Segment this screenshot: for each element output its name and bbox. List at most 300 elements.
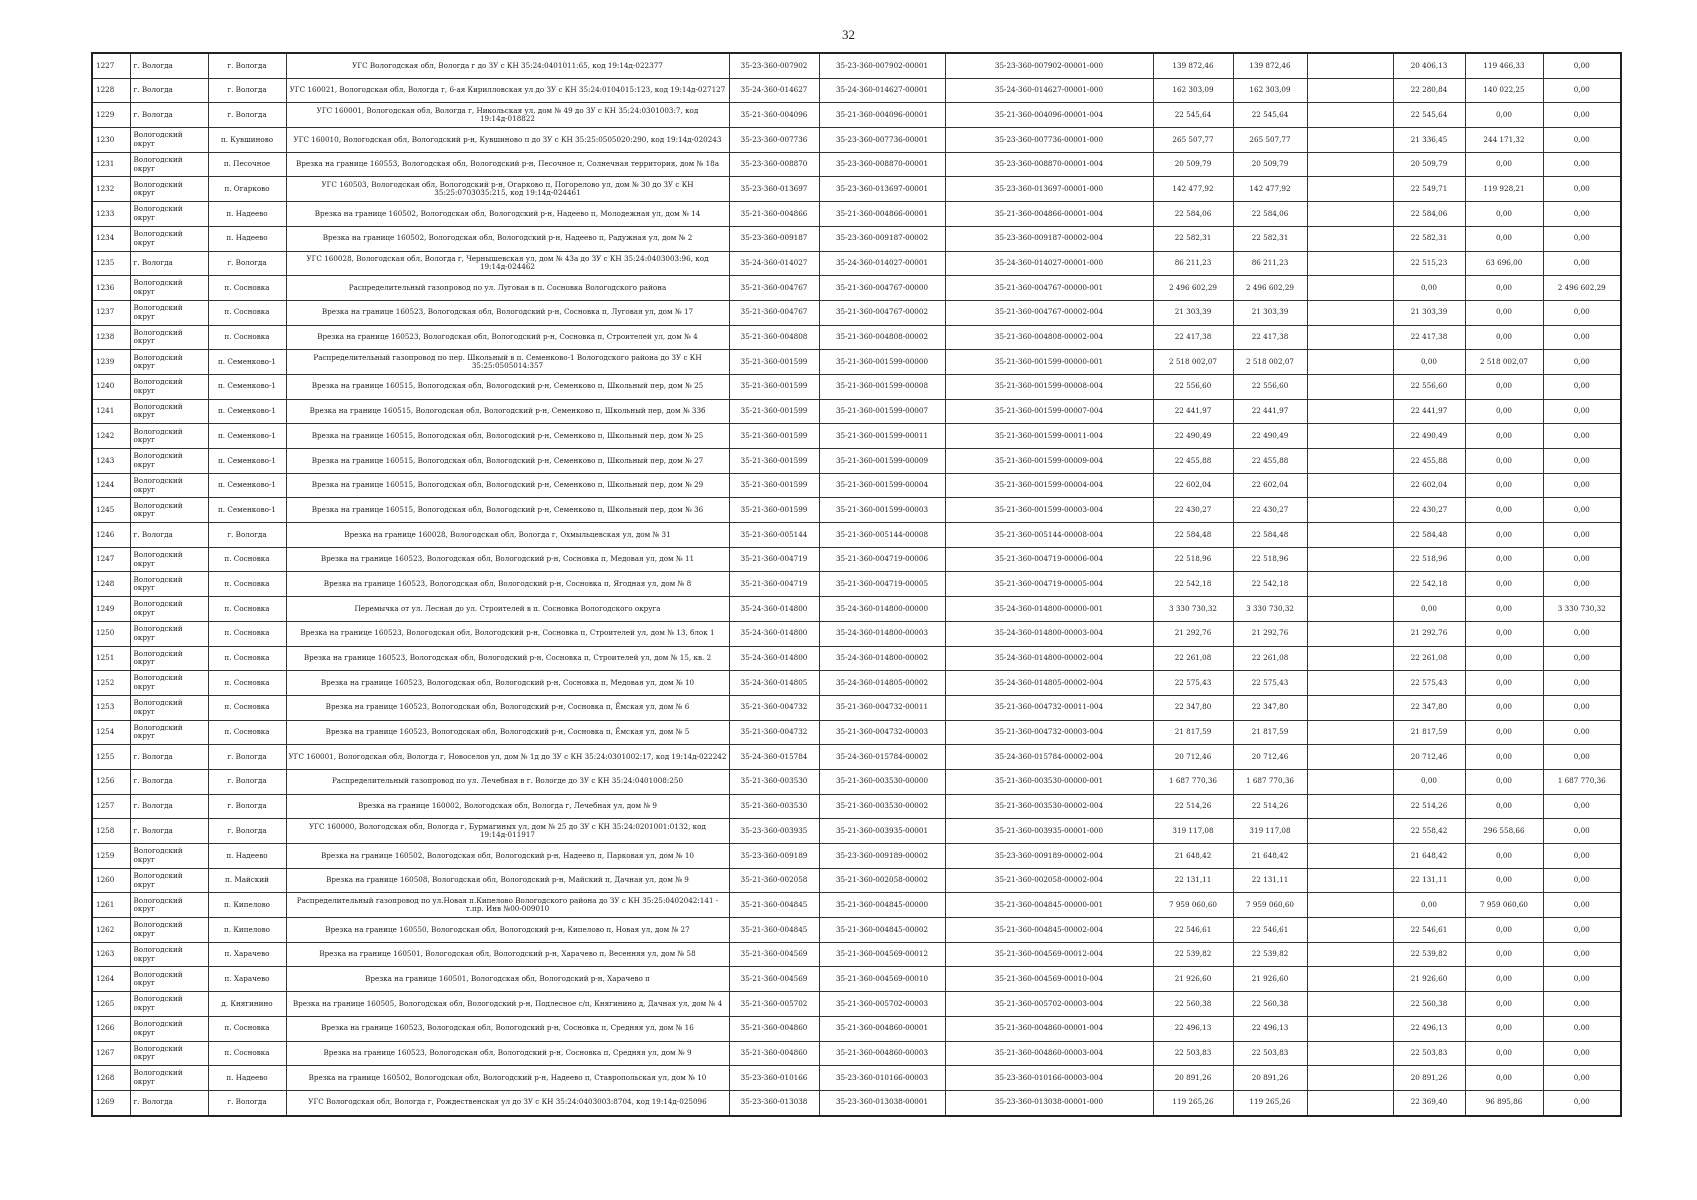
- object-description-cell: УГС 160000, Вологодская обл, Вологда г, Бурмагиных ул, дом № 25 до ЗУ с КН 35:24:0201001:0132, код 19:14д-011917: [286, 819, 729, 844]
- value-total-cell: 22 261,08: [1153, 646, 1233, 671]
- value-cost-cell: 22 545,64: [1233, 103, 1307, 128]
- value-part-a-cell: 0,00: [1393, 769, 1465, 794]
- object-description-cell: Врезка на границе 160515, Вологодская обл, Вологодский р-н, Семенково п, Школьный пер, дом № 25: [286, 374, 729, 399]
- sub-object-code-cell: 35-24-360-015784-00002: [819, 745, 945, 770]
- locality-cell: д. Княгинино: [208, 992, 286, 1017]
- sub-object-code-cell: 35-21-360-001599-00000: [819, 350, 945, 375]
- full-object-code-cell: 35-21-360-004732-00011-004: [945, 695, 1153, 720]
- value-part-b-cell: 0,00: [1465, 1066, 1543, 1091]
- value-part-a-cell: 21 292,76: [1393, 621, 1465, 646]
- table-row: [92, 103, 1621, 128]
- object-code-cell: 35-21-360-005702: [729, 992, 819, 1017]
- object-code-cell: 35-21-360-001599: [729, 350, 819, 375]
- value-part-b-cell: 0,00: [1465, 597, 1543, 622]
- locality-cell: п. Семенково-1: [208, 473, 286, 498]
- object-description-cell: Врезка на границе 160523, Вологодская обл, Вологодский р-н, Сосновка п, Луговая ул, дом № 17: [286, 300, 729, 325]
- value-extra-cell: [1307, 103, 1393, 128]
- locality-cell: п. Сосновка: [208, 671, 286, 696]
- value-part-c-cell: 0,00: [1543, 53, 1621, 78]
- locality-cell: п. Семенково-1: [208, 424, 286, 449]
- value-extra-cell: [1307, 547, 1393, 572]
- locality-cell: г. Вологда: [208, 819, 286, 844]
- value-total-cell: 21 926,60: [1153, 967, 1233, 992]
- row-number-cell: 1264: [92, 967, 130, 992]
- sub-object-code-cell: 35-21-360-004732-00011: [819, 695, 945, 720]
- value-cost-cell: 20 891,26: [1233, 1066, 1307, 1091]
- value-extra-cell: [1307, 918, 1393, 943]
- value-extra-cell: [1307, 276, 1393, 301]
- object-description-cell: Врезка на границе 160502, Вологодская обл, Вологодский р-н, Надеево п, Радужная ул, дом № 2: [286, 226, 729, 251]
- row-number-cell: 1250: [92, 621, 130, 646]
- district-cell: Вологодский округ: [130, 572, 208, 597]
- value-part-c-cell: 0,00: [1543, 449, 1621, 474]
- district-cell: Вологодский округ: [130, 1016, 208, 1041]
- row-number-cell: 1241: [92, 399, 130, 424]
- value-cost-cell: 22 503,83: [1233, 1041, 1307, 1066]
- value-part-a-cell: 22 417,38: [1393, 325, 1465, 350]
- object-description-cell: Врезка на границе 160523, Вологодская обл, Вологодский р-н, Сосновка п, Ёмская ул, дом № 6: [286, 695, 729, 720]
- value-part-b-cell: 0,00: [1465, 992, 1543, 1017]
- district-cell: г. Вологда: [130, 819, 208, 844]
- sub-object-code-cell: 35-21-360-004719-00005: [819, 572, 945, 597]
- value-cost-cell: 22 575,43: [1233, 671, 1307, 696]
- full-object-code-cell: 35-21-360-001599-00009-004: [945, 449, 1153, 474]
- value-extra-cell: [1307, 78, 1393, 103]
- locality-cell: г. Вологда: [208, 745, 286, 770]
- value-part-a-cell: 22 455,88: [1393, 449, 1465, 474]
- object-description-cell: УГС Вологодская обл, Вологда г до ЗУ с КН 35:24:0401011:65, код 19:14д-022377: [286, 53, 729, 78]
- value-total-cell: 22 131,11: [1153, 868, 1233, 893]
- sub-object-code-cell: 35-21-360-001599-00004: [819, 473, 945, 498]
- value-part-b-cell: 0,00: [1465, 868, 1543, 893]
- value-cost-cell: 319 117,08: [1233, 819, 1307, 844]
- district-cell: Вологодский округ: [130, 597, 208, 622]
- table-row: [92, 78, 1621, 103]
- locality-cell: п. Майский: [208, 868, 286, 893]
- page-number: 32: [842, 27, 855, 42]
- value-part-a-cell: 22 539,82: [1393, 942, 1465, 967]
- value-extra-cell: [1307, 695, 1393, 720]
- object-code-cell: 35-23-360-009189: [729, 844, 819, 869]
- value-part-c-cell: 0,00: [1543, 374, 1621, 399]
- value-extra-cell: [1307, 868, 1393, 893]
- district-cell: Вологодский округ: [130, 646, 208, 671]
- table-row: [92, 621, 1621, 646]
- district-cell: Вологодский округ: [130, 844, 208, 869]
- value-part-a-cell: 22 430,27: [1393, 498, 1465, 523]
- full-object-code-cell: 35-24-360-014805-00002-004: [945, 671, 1153, 696]
- object-code-cell: 35-21-360-004808: [729, 325, 819, 350]
- district-cell: Вологодский округ: [130, 992, 208, 1017]
- full-object-code-cell: 35-21-360-004719-00006-004: [945, 547, 1153, 572]
- district-cell: Вологодский округ: [130, 893, 208, 918]
- value-cost-cell: 21 303,39: [1233, 300, 1307, 325]
- full-object-code-cell: 35-23-360-013697-00001-000: [945, 177, 1153, 202]
- value-part-a-cell: 21 926,60: [1393, 967, 1465, 992]
- table-row: [92, 53, 1621, 78]
- locality-cell: п. Сосновка: [208, 325, 286, 350]
- locality-cell: п. Сосновка: [208, 646, 286, 671]
- locality-cell: г. Вологда: [208, 78, 286, 103]
- sub-object-code-cell: 35-21-360-004767-00002: [819, 300, 945, 325]
- sub-object-code-cell: 35-21-360-001599-00008: [819, 374, 945, 399]
- locality-cell: г. Вологда: [208, 794, 286, 819]
- object-description-cell: Врезка на границе 160501, Вологодская обл, Вологодский р-н, Харачево п: [286, 967, 729, 992]
- object-description-cell: Перемычка от ул. Лесная до ул. Строителей в п. Сосновка Вологодского округа: [286, 597, 729, 622]
- sub-object-code-cell: 35-21-360-003530-00002: [819, 794, 945, 819]
- sub-object-code-cell: 35-24-360-014627-00001: [819, 78, 945, 103]
- table-row: [92, 844, 1621, 869]
- value-cost-cell: 139 872,46: [1233, 53, 1307, 78]
- object-description-cell: Врезка на границе 160028, Вологодская обл, Вологда г, Охмыльцевская ул, дом № 31: [286, 523, 729, 548]
- value-part-b-cell: 0,00: [1465, 1041, 1543, 1066]
- value-part-b-cell: 0,00: [1465, 745, 1543, 770]
- value-part-a-cell: 0,00: [1393, 597, 1465, 622]
- value-part-c-cell: 0,00: [1543, 103, 1621, 128]
- value-total-cell: 22 575,43: [1153, 671, 1233, 696]
- value-part-a-cell: 22 347,80: [1393, 695, 1465, 720]
- value-cost-cell: 22 490,49: [1233, 424, 1307, 449]
- value-part-c-cell: 0,00: [1543, 794, 1621, 819]
- locality-cell: п. Сосновка: [208, 547, 286, 572]
- value-part-b-cell: 63 696,00: [1465, 251, 1543, 276]
- value-total-cell: 22 542,18: [1153, 572, 1233, 597]
- locality-cell: п. Сосновка: [208, 1016, 286, 1041]
- value-part-b-cell: 0,00: [1465, 374, 1543, 399]
- value-part-b-cell: 0,00: [1465, 794, 1543, 819]
- district-cell: Вологодский округ: [130, 276, 208, 301]
- sub-object-code-cell: 35-21-360-003530-00000: [819, 769, 945, 794]
- object-description-cell: Врезка на границе 160523, Вологодская обл, Вологодский р-н, Сосновка п, Средняя ул, дом № 9: [286, 1041, 729, 1066]
- value-part-b-cell: 0,00: [1465, 671, 1543, 696]
- district-cell: Вологодский округ: [130, 350, 208, 375]
- full-object-code-cell: 35-24-360-015784-00002-004: [945, 745, 1153, 770]
- object-code-cell: 35-24-360-014027: [729, 251, 819, 276]
- value-part-b-cell: 2 518 002,07: [1465, 350, 1543, 375]
- locality-cell: п. Харачево: [208, 942, 286, 967]
- district-cell: Вологодский округ: [130, 226, 208, 251]
- value-part-b-cell: 0,00: [1465, 720, 1543, 745]
- value-part-b-cell: 0,00: [1465, 769, 1543, 794]
- value-cost-cell: 22 560,38: [1233, 992, 1307, 1017]
- locality-cell: п. Сосновка: [208, 1041, 286, 1066]
- value-extra-cell: [1307, 671, 1393, 696]
- value-total-cell: 22 441,97: [1153, 399, 1233, 424]
- locality-cell: п. Надеево: [208, 844, 286, 869]
- value-part-b-cell: 140 022,25: [1465, 78, 1543, 103]
- value-part-a-cell: 22 441,97: [1393, 399, 1465, 424]
- value-cost-cell: 119 265,26: [1233, 1090, 1307, 1115]
- value-total-cell: 22 602,04: [1153, 473, 1233, 498]
- locality-cell: п. Песочное: [208, 152, 286, 177]
- row-number-cell: 1260: [92, 868, 130, 893]
- value-extra-cell: [1307, 350, 1393, 375]
- value-part-c-cell: 0,00: [1543, 547, 1621, 572]
- value-cost-cell: 2 496 602,29: [1233, 276, 1307, 301]
- object-code-cell: 35-21-360-004569: [729, 942, 819, 967]
- value-extra-cell: [1307, 819, 1393, 844]
- locality-cell: п. Семенково-1: [208, 399, 286, 424]
- district-cell: Вологодский округ: [130, 695, 208, 720]
- table-row: [92, 868, 1621, 893]
- district-cell: Вологодский округ: [130, 374, 208, 399]
- object-code-cell: 35-21-360-004569: [729, 967, 819, 992]
- row-number-cell: 1257: [92, 794, 130, 819]
- value-extra-cell: [1307, 523, 1393, 548]
- value-extra-cell: [1307, 1066, 1393, 1091]
- value-extra-cell: [1307, 498, 1393, 523]
- table-row: [92, 769, 1621, 794]
- table-row: [92, 325, 1621, 350]
- value-cost-cell: 22 347,80: [1233, 695, 1307, 720]
- locality-cell: п. Сосновка: [208, 621, 286, 646]
- district-cell: Вологодский округ: [130, 1041, 208, 1066]
- value-part-b-cell: 0,00: [1465, 523, 1543, 548]
- value-total-cell: 20 891,26: [1153, 1066, 1233, 1091]
- value-part-c-cell: 0,00: [1543, 78, 1621, 103]
- table-row: [92, 473, 1621, 498]
- value-part-c-cell: 0,00: [1543, 498, 1621, 523]
- value-total-cell: 86 211,23: [1153, 251, 1233, 276]
- value-part-c-cell: 0,00: [1543, 918, 1621, 943]
- district-cell: Вологодский округ: [130, 177, 208, 202]
- object-code-cell: 35-21-360-003530: [729, 794, 819, 819]
- value-total-cell: 22 518,96: [1153, 547, 1233, 572]
- object-code-cell: 35-23-360-010166: [729, 1066, 819, 1091]
- value-part-c-cell: 0,00: [1543, 523, 1621, 548]
- object-description-cell: Распределительный газопровод по пер. Школьный в п. Семенково-1 Вологодского района до ЗУ с КН 35:25:0505014:357: [286, 350, 729, 375]
- value-total-cell: 2 518 002,07: [1153, 350, 1233, 375]
- object-code-cell: 35-21-360-001599: [729, 399, 819, 424]
- value-total-cell: 22 417,38: [1153, 325, 1233, 350]
- value-part-a-cell: 22 369,40: [1393, 1090, 1465, 1115]
- object-description-cell: Врезка на границе 160508, Вологодская обл, Вологодский р-н, Майский п, Дачная ул, дом № 9: [286, 868, 729, 893]
- row-number-cell: 1266: [92, 1016, 130, 1041]
- table-row: [92, 942, 1621, 967]
- value-part-a-cell: 22 558,42: [1393, 819, 1465, 844]
- value-part-b-cell: 0,00: [1465, 103, 1543, 128]
- object-description-cell: Врезка на границе 160553, Вологодская обл, Вологодский р-н, Песочное п, Солнечная территория, дом № 18а: [286, 152, 729, 177]
- value-cost-cell: 22 584,06: [1233, 202, 1307, 227]
- value-part-c-cell: 0,00: [1543, 992, 1621, 1017]
- row-number-cell: 1249: [92, 597, 130, 622]
- object-code-cell: 35-23-360-007736: [729, 128, 819, 153]
- value-part-b-cell: 0,00: [1465, 942, 1543, 967]
- row-number-cell: 1258: [92, 819, 130, 844]
- value-extra-cell: [1307, 473, 1393, 498]
- row-number-cell: 1234: [92, 226, 130, 251]
- object-description-cell: Врезка на границе 160505, Вологодская обл, Вологодский р-н, Подлесное с/п, Княгинино д, Дачная ул, дом № 4: [286, 992, 729, 1017]
- value-part-b-cell: 0,00: [1465, 473, 1543, 498]
- value-part-c-cell: 3 330 730,32: [1543, 597, 1621, 622]
- value-part-a-cell: 21 336,45: [1393, 128, 1465, 153]
- full-object-code-cell: 35-21-360-005702-00003-004: [945, 992, 1153, 1017]
- object-description-cell: Врезка на границе 160523, Вологодская обл, Вологодский р-н, Сосновка п, Ягодная ул, дом № 8: [286, 572, 729, 597]
- locality-cell: г. Вологда: [208, 523, 286, 548]
- district-cell: г. Вологда: [130, 103, 208, 128]
- sub-object-code-cell: 35-23-360-010166-00003: [819, 1066, 945, 1091]
- value-part-c-cell: 0,00: [1543, 819, 1621, 844]
- value-part-c-cell: 0,00: [1543, 350, 1621, 375]
- row-number-cell: 1259: [92, 844, 130, 869]
- value-part-c-cell: 0,00: [1543, 942, 1621, 967]
- row-number-cell: 1242: [92, 424, 130, 449]
- object-description-cell: Врезка на границе 160515, Вологодская обл, Вологодский р-н, Семенково п, Школьный пер, дом № 33б: [286, 399, 729, 424]
- value-part-b-cell: 0,00: [1465, 1016, 1543, 1041]
- full-object-code-cell: 35-24-360-014027-00001-000: [945, 251, 1153, 276]
- full-object-code-cell: 35-21-360-004096-00001-004: [945, 103, 1153, 128]
- value-extra-cell: [1307, 794, 1393, 819]
- value-part-a-cell: 22 549,71: [1393, 177, 1465, 202]
- object-code-cell: 35-21-360-004732: [729, 695, 819, 720]
- gas-object-registry-table: [91, 52, 1622, 1117]
- full-object-code-cell: 35-24-360-014800-00000-001: [945, 597, 1153, 622]
- locality-cell: п. Сосновка: [208, 720, 286, 745]
- locality-cell: п. Кипелово: [208, 918, 286, 943]
- value-part-c-cell: 0,00: [1543, 152, 1621, 177]
- value-part-a-cell: 20 406,13: [1393, 53, 1465, 78]
- locality-cell: п. Сосновка: [208, 597, 286, 622]
- object-code-cell: 35-21-360-004767: [729, 276, 819, 301]
- object-description-cell: Врезка на границе 160523, Вологодская обл, Вологодский р-н, Сосновка п, Медовая ул, дом № 11: [286, 547, 729, 572]
- value-part-b-cell: 96 895,86: [1465, 1090, 1543, 1115]
- table-row: [92, 276, 1621, 301]
- value-part-a-cell: 21 817,59: [1393, 720, 1465, 745]
- district-cell: г. Вологда: [130, 769, 208, 794]
- full-object-code-cell: 35-21-360-001599-00004-004: [945, 473, 1153, 498]
- object-description-cell: Врезка на границе 160515, Вологодская обл, Вологодский р-н, Семенково п, Школьный пер, дом № 29: [286, 473, 729, 498]
- table-row: [92, 967, 1621, 992]
- object-code-cell: 35-23-360-008870: [729, 152, 819, 177]
- district-cell: г. Вологда: [130, 78, 208, 103]
- object-code-cell: 35-23-360-003935: [729, 819, 819, 844]
- district-cell: Вологодский округ: [130, 399, 208, 424]
- table-row: [92, 794, 1621, 819]
- value-cost-cell: 162 303,09: [1233, 78, 1307, 103]
- object-description-cell: Врезка на границе 160523, Вологодская обл, Вологодский р-н, Сосновка п, Медовая ул, дом № 10: [286, 671, 729, 696]
- table-row: [92, 695, 1621, 720]
- value-part-a-cell: 22 280,84: [1393, 78, 1465, 103]
- locality-cell: п. Семенково-1: [208, 449, 286, 474]
- object-description-cell: УГС Вологодская обл, Вологда г, Рождественская ул до ЗУ с КН 35:24:0403003:8704, код 19:14д-025096: [286, 1090, 729, 1115]
- locality-cell: п. Сосновка: [208, 276, 286, 301]
- value-part-b-cell: 0,00: [1465, 621, 1543, 646]
- row-number-cell: 1248: [92, 572, 130, 597]
- value-cost-cell: 22 417,38: [1233, 325, 1307, 350]
- row-number-cell: 1263: [92, 942, 130, 967]
- value-part-c-cell: 0,00: [1543, 893, 1621, 918]
- value-cost-cell: 142 477,92: [1233, 177, 1307, 202]
- full-object-code-cell: 35-24-360-014627-00001-000: [945, 78, 1153, 103]
- row-number-cell: 1228: [92, 78, 130, 103]
- object-description-cell: Распределительный газопровод по ул. Лечебная в г. Вологде до ЗУ с КН 35:24:0401008:250: [286, 769, 729, 794]
- object-code-cell: 35-21-360-004719: [729, 547, 819, 572]
- sub-object-code-cell: 35-24-360-014805-00002: [819, 671, 945, 696]
- row-number-cell: 1236: [92, 276, 130, 301]
- table-row: [92, 523, 1621, 548]
- row-number-cell: 1245: [92, 498, 130, 523]
- value-part-b-cell: 0,00: [1465, 572, 1543, 597]
- sub-object-code-cell: 35-21-360-004569-00010: [819, 967, 945, 992]
- value-part-a-cell: 22 582,31: [1393, 226, 1465, 251]
- row-number-cell: 1268: [92, 1066, 130, 1091]
- value-cost-cell: 22 518,96: [1233, 547, 1307, 572]
- value-extra-cell: [1307, 1041, 1393, 1066]
- value-part-c-cell: 0,00: [1543, 720, 1621, 745]
- value-part-b-cell: 0,00: [1465, 300, 1543, 325]
- object-code-cell: 35-21-360-004860: [729, 1041, 819, 1066]
- object-description-cell: УГС 160001, Вологодская обл, Вологда г, Никольская ул, дом № 49 до ЗУ с КН 35:24:0301003:7, код 19:14д-018822: [286, 103, 729, 128]
- object-description-cell: Врезка на границе 160515, Вологодская обл, Вологодский р-н, Семенково п, Школьный пер, дом № 25: [286, 424, 729, 449]
- object-code-cell: 35-23-360-013038: [729, 1090, 819, 1115]
- value-cost-cell: 22 455,88: [1233, 449, 1307, 474]
- table-row: [92, 449, 1621, 474]
- sub-object-code-cell: 35-23-360-013038-00001: [819, 1090, 945, 1115]
- value-total-cell: 3 330 730,32: [1153, 597, 1233, 622]
- sub-object-code-cell: 35-21-360-004096-00001: [819, 103, 945, 128]
- value-part-a-cell: 22 490,49: [1393, 424, 1465, 449]
- sub-object-code-cell: 35-21-360-004866-00001: [819, 202, 945, 227]
- full-object-code-cell: 35-21-360-004866-00001-004: [945, 202, 1153, 227]
- locality-cell: г. Вологда: [208, 1090, 286, 1115]
- value-part-c-cell: 0,00: [1543, 646, 1621, 671]
- table-row: [92, 720, 1621, 745]
- value-part-a-cell: 21 303,39: [1393, 300, 1465, 325]
- full-object-code-cell: 35-23-360-009187-00002-004: [945, 226, 1153, 251]
- table-row: [92, 424, 1621, 449]
- row-number-cell: 1247: [92, 547, 130, 572]
- value-cost-cell: 22 602,04: [1233, 473, 1307, 498]
- value-part-a-cell: 22 575,43: [1393, 671, 1465, 696]
- full-object-code-cell: 35-21-360-003530-00000-001: [945, 769, 1153, 794]
- full-object-code-cell: 35-21-360-004767-00000-001: [945, 276, 1153, 301]
- value-part-b-cell: 0,00: [1465, 646, 1543, 671]
- value-cost-cell: 2 518 002,07: [1233, 350, 1307, 375]
- object-code-cell: 35-21-360-004866: [729, 202, 819, 227]
- value-cost-cell: 22 261,08: [1233, 646, 1307, 671]
- table-row: [92, 226, 1621, 251]
- value-extra-cell: [1307, 597, 1393, 622]
- value-extra-cell: [1307, 152, 1393, 177]
- sub-object-code-cell: 35-21-360-005702-00003: [819, 992, 945, 1017]
- object-code-cell: 35-24-360-014627: [729, 78, 819, 103]
- full-object-code-cell: 35-21-360-004569-00010-004: [945, 967, 1153, 992]
- district-cell: Вологодский округ: [130, 967, 208, 992]
- value-part-b-cell: 0,00: [1465, 399, 1543, 424]
- sub-object-code-cell: 35-23-360-007902-00001: [819, 53, 945, 78]
- table-row: [92, 202, 1621, 227]
- full-object-code-cell: 35-21-360-004569-00012-004: [945, 942, 1153, 967]
- row-number-cell: 1232: [92, 177, 130, 202]
- value-cost-cell: 22 546,61: [1233, 918, 1307, 943]
- table-row: [92, 350, 1621, 375]
- value-cost-cell: 21 926,60: [1233, 967, 1307, 992]
- full-object-code-cell: 35-21-360-004845-00002-004: [945, 918, 1153, 943]
- sub-object-code-cell: 35-21-360-004732-00003: [819, 720, 945, 745]
- value-part-b-cell: 0,00: [1465, 967, 1543, 992]
- value-cost-cell: 22 539,82: [1233, 942, 1307, 967]
- value-cost-cell: 21 817,59: [1233, 720, 1307, 745]
- value-extra-cell: [1307, 942, 1393, 967]
- full-object-code-cell: 35-21-360-004808-00002-004: [945, 325, 1153, 350]
- row-number-cell: 1235: [92, 251, 130, 276]
- value-part-b-cell: 119 928,21: [1465, 177, 1543, 202]
- district-cell: Вологодский округ: [130, 498, 208, 523]
- row-number-cell: 1240: [92, 374, 130, 399]
- row-number-cell: 1243: [92, 449, 130, 474]
- value-part-a-cell: 22 503,83: [1393, 1041, 1465, 1066]
- sub-object-code-cell: 35-21-360-001599-00003: [819, 498, 945, 523]
